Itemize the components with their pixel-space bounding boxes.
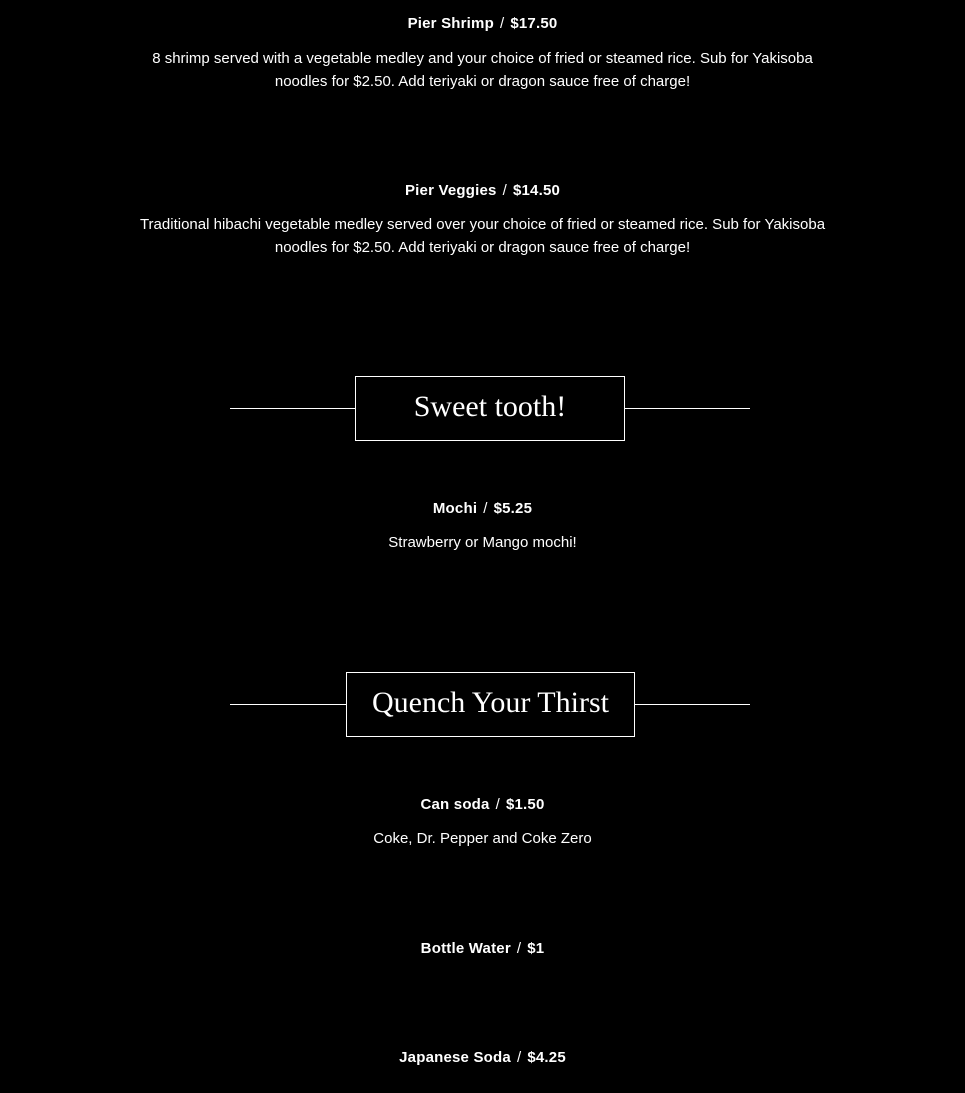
- menu-item-description: [0, 532, 965, 555]
- menu-item-name: Can soda: [420, 796, 490, 813]
- menu-item-price: $14.50: [512, 182, 561, 199]
- menu-item-title: [0, 1048, 965, 1068]
- menu-item-price: $5.25: [493, 500, 533, 517]
- menu-item-name: Mochi: [432, 500, 478, 517]
- menu-item-description: [0, 48, 965, 93]
- section-title-box: [346, 672, 635, 737]
- menu-item-name: Pier Veggies: [404, 182, 497, 199]
- menu-item-separator: /: [516, 1049, 522, 1066]
- menu-item-price: $4.25: [527, 1049, 566, 1066]
- menu-item-description-line: Traditional hibachi vegetable medley served over your choice of fried or steamed rice. Sub for Yakisoba: [139, 216, 826, 233]
- menu-item-title: [0, 14, 965, 34]
- menu-item-title: [0, 181, 965, 201]
- menu-item-name: Bottle Water: [420, 940, 511, 957]
- menu-item-separator: /: [495, 796, 500, 813]
- menu-item-description-line: 8 shrimp served with a vegetable medley and your choice of fried or steamed rice. Sub for Yakisoba: [152, 50, 813, 67]
- menu-item-price: $17.50: [510, 15, 558, 32]
- menu-item-title: [0, 499, 965, 519]
- menu-item-description-line: noodles for $2.50. Add teriyaki or dragon sauce free of charge!: [274, 238, 691, 256]
- menu-item-description-line: noodles for $2.50. Add teriyaki or dragon sauce free of charge!: [274, 72, 691, 90]
- section-title: Sweet tooth!: [413, 390, 567, 423]
- menu-item-description: [0, 214, 965, 259]
- menu-item-title: [0, 795, 965, 815]
- section-header-drinks: [0, 672, 965, 737]
- menu-item-title: [0, 939, 965, 959]
- menu-item-separator: /: [502, 182, 507, 199]
- section-header-sweet: [0, 376, 965, 441]
- menu-item-separator: /: [516, 940, 522, 957]
- section-title-box: [355, 376, 625, 441]
- menu-item-name: Pier Shrimp: [407, 15, 494, 32]
- menu-item-price: $1: [527, 940, 545, 957]
- section-title: Quench Your Thirst: [372, 686, 609, 719]
- menu-item-name: Japanese Soda: [399, 1049, 511, 1066]
- menu-item-price: $1.50: [505, 796, 545, 813]
- menu-item-separator: /: [499, 15, 505, 32]
- menu-item-description-line: Coke, Dr. Pepper and Coke Zero: [373, 830, 592, 847]
- menu-item-description-line: Strawberry or Mango mochi!: [388, 534, 577, 551]
- menu-item-separator: /: [483, 500, 488, 517]
- menu-item-description: [0, 828, 965, 851]
